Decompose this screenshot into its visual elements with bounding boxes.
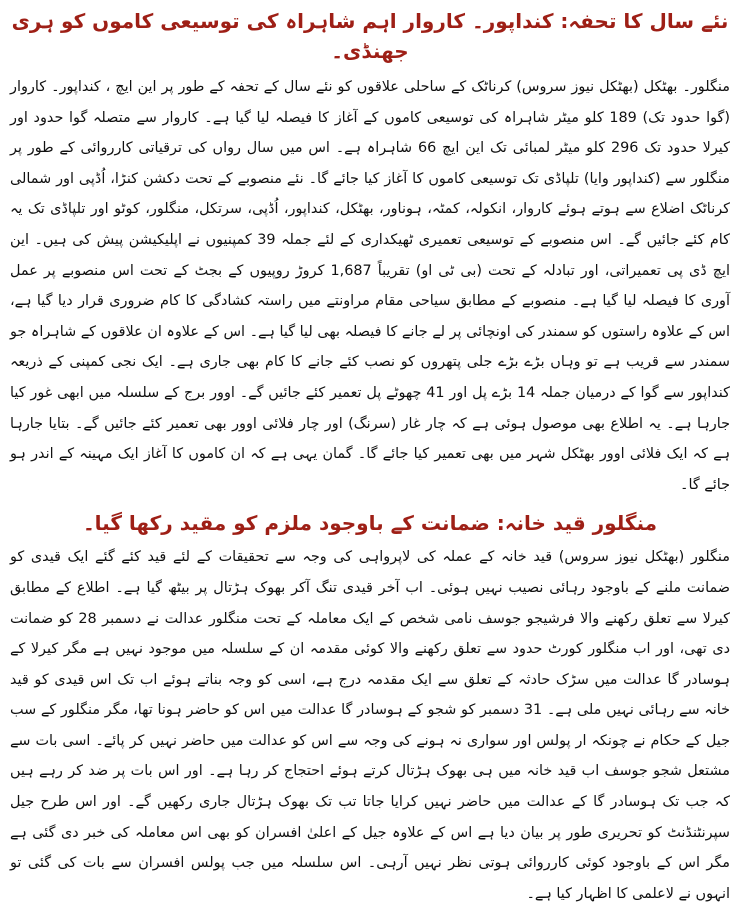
article-2-body: منگلور (بھٹکل نیوز سروس) قید خانہ کے عملہ کی لاپرواہی کی وجہ سے تحقیقات کے لئے قید کئے گئے ایک قیدی کو ضمانت ملنے کے باوجود رہائی نصیب نہیں ہوئی۔ اب آخر قیدی تنگ آکر بھوک ہڑتال پر بیٹھ گیا ہے۔ اطلاع کے مطابق کیرلا سے تعلق رکھنے والا فرشیجو جوسف نامی شخص کے ایک معاملہ کے تحت منگلور عدالت نے دسمبر 28 کو ضمانت دی تھی، اور اب منگلور کورٹ حدود سے تعلق رکھنے والا کوئی مقدمہ ان کے سلسلہ میں موجود نہیں ہے مگر کیرلا کے ہوسادر گا عدالت میں سڑک حادثہ کے تعلق سے ایک مقدمہ درج ہے، اسی کو وجہ بناتے ہوئے اب تک اس قیدی کو قید خانہ سے رہائی نہیں ملی ہے۔ 31 دسمبر کو شجو کے ہوسادر گا عدالت میں اس کو حاضر ہونا تھا، مگر منگلور کے سب جیل کے حکام نے چونکہ ار پولس اور سواری نہ ہونے کی وجہ سے اس کو عدالت میں حاضر نہیں کر پائے۔ اسی بات سے مشتعل شجو جوسف اب قید خانہ میں ہی بھوک ہڑتال کرتے ہوئے احتجاج کر رہا ہے۔ اور اس بات پر ضد کر رہے ہیں کہ جب تک ہوسادر گا کے عدالت میں حاضر نہیں کرایا جاتا تب تک بھوک ہڑتال جاری رکھیں گے۔ اور اس طرح جیل سپرنٹنڈنٹ کو تحریری طور پر بیان دیا ہے اس کے علاوہ جیل کے اعلیٰ افسران کو بھی اس معاملہ کی خبر دی گئی ہے مگر اس کے باوجود کوئی کارروائی ہوتی نظر نہیں آرہی۔ اس سلسلہ میں جب پولس افسران سے بات کی گئی تو انہوں نے لاعلمی کا اظہار کیا ہے۔ [10, 549, 730, 902]
article-1-headline: نئے سال کا تحفہ: کنداپور۔ کاروار اہم شاہراہ کی توسیعی کاموں کو ہری جھنڈی۔ [11, 9, 729, 63]
article-1-body: منگلور۔ بھٹکل (بھٹکل نیوز سروس) کرناٹک کے ساحلی علاقوں کو نئے سال کے تحفہ کے طور پر این ایچ ، کنداپور۔ کاروار (گوا حدود تک) 189 کلو میٹر شاہراہ کی توسیعی کاموں کے آغاز کا فیصلہ لیا گیا ہے۔ کاروار سے متصلہ گوا حدود اور کیرلا حدود تک 296 کلو میٹر لمبائی تک این ایچ 66 شاہراہ ہے۔ اس میں سال رواں کی ترقیاتی کارروائی کے طور پر منگلور سے (کنداپور وایا) تلپاڈی تک توسیعی کاموں کا آغاز کیا جائے گا۔ نئے منصوبے کے تحت دکشن کنڑا، اُڈپی اور شمالی کرناٹک اضلاع سے ہوتے ہوئے کاروار، انکولہ، کمٹہ، ہوناور، بھٹکل، کنداپور، اُڈپی، سرتکل، منگلور، کوٹو اور تلپاڈی تک یہ کام کئے جائیں گے۔ اس منصوبے کے توسیعی تعمیری ٹھیکداری کے لئے جملہ 39 کمپنیوں نے اپلیکیشن پیش کی ہیں۔ این ایچ ڈی پی تعمیراتی، اور تبادلہ کے تحت (بی ٹی او) تقریباً 1,687 کروڑ روپیوں کے بجٹ کے تحت اس منصوبے پر عمل آوری کا فیصلہ لیا گیا ہے۔ منصوبے کے مطابق سیاحی مقام مراونتے میں راستہ کشادگی کا کام ضروری قرار دیا گیا ہے، اس کے علاوہ راستوں کو سمندر کی اونچائی پر لے جانے کا فیصلہ بھی لیا گیا ہے۔ اس کے علاوہ ان علاقوں کے شاہراہ جو سمندر سے قریب ہے تو وہاں بڑے بڑے جلی پتھروں کو نصب کئے جانے کا کام بھی جاری ہے۔ ایک نجی کمپنی کے ذریعہ کنداپور سے گوا کے درمیان جملہ 14 بڑے پل اور 41 چھوٹے پل تعمیر کئے جائیں گے۔ اوور برج کے سلسلہ میں ابھی غور کیا جارہا ہے۔ یہ اطلاع بھی موصول ہوئی ہے کہ چار غار (سرنگ) اور چار فلائی اوور بھی تعمیر کئے جائیں گے۔ بتایا جارہا ہے کہ ایک فلائی اوور بھٹکل شہر میں بھی تعمیر کیا جائے گا۔ گمان یہی ہے کہ ان کاموں کا آغاز ایک مہینہ کے اندر ہو جائے گا۔ [10, 79, 730, 493]
article-2-headline: منگلور قید خانہ: ضمانت کے باوجود ملزم کو مقید رکھا گیا۔ [82, 511, 658, 536]
